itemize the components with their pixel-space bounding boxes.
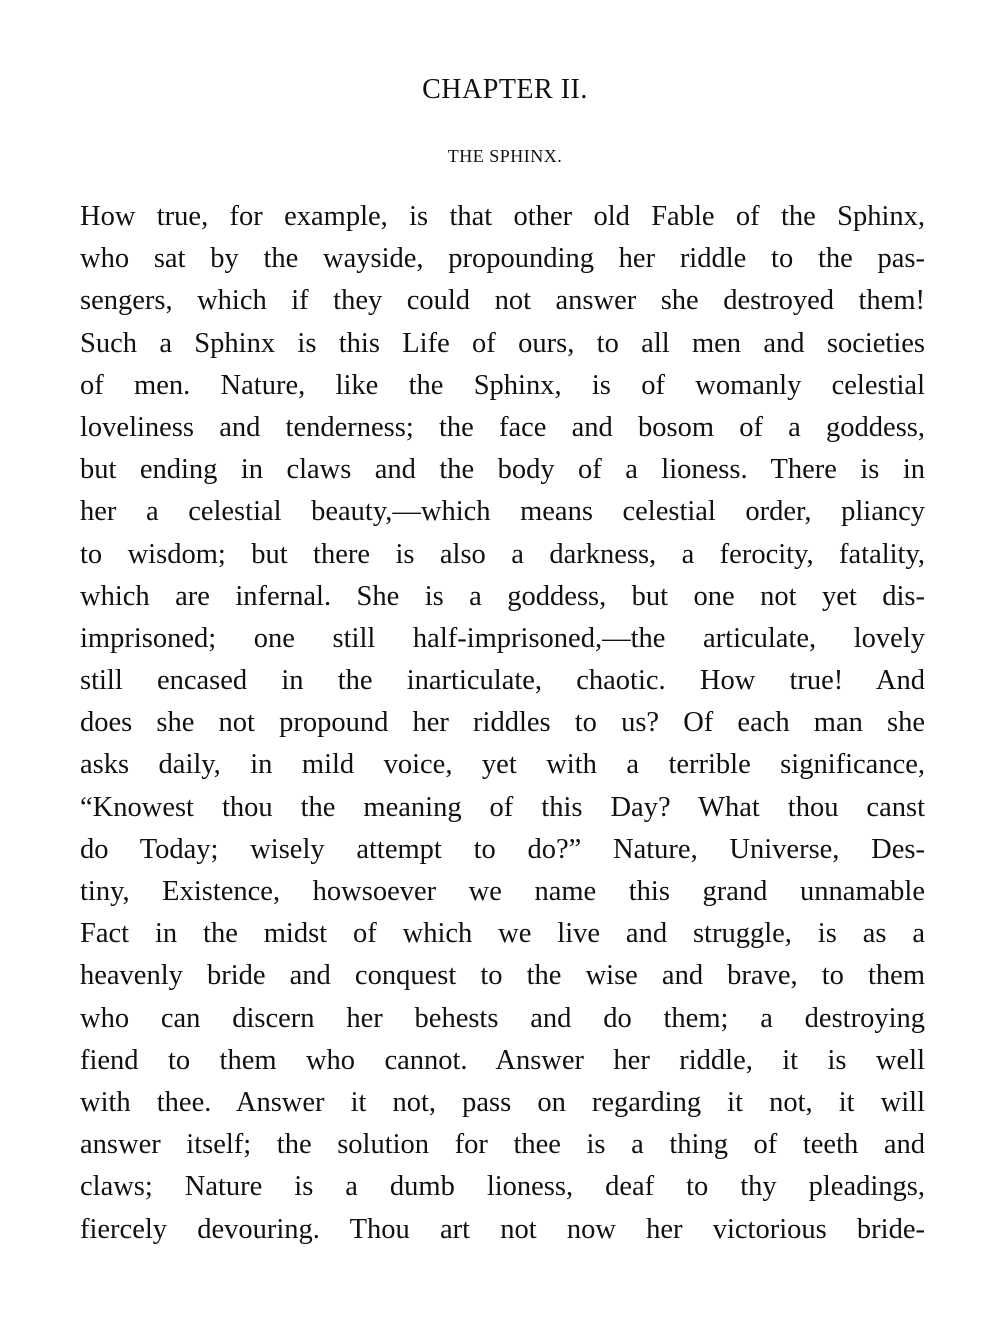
- text-line: fiend to them who cannot. Answer her riddle, it is well: [80, 1044, 925, 1076]
- text-line: loveliness and tenderness; the face and bosom of a goddess,: [80, 411, 925, 443]
- text-line: does she not propound her riddles to us? Of each man she: [80, 707, 925, 739]
- text-line: of men. Nature, like the Sphinx, is of womanly celestial: [80, 369, 925, 401]
- text-line: sengers, which if they could not answer she destroyed them!: [80, 285, 925, 317]
- text-line: claws; Nature is a dumb lioness, deaf to thy pleadings,: [80, 1171, 925, 1203]
- text-line: still encased in the inarticulate, chaotic. How true! And: [80, 665, 925, 697]
- text-line: tiny, Existence, howsoever we name this grand unnamable: [80, 876, 925, 907]
- text-line: to wisdom; but there is also a darkness, a ferocity, fatality,: [80, 538, 925, 570]
- chapter-heading: CHAPTER II.: [422, 74, 588, 105]
- text-line: How true, for example, is that other old Fable of the Sphinx,: [80, 201, 925, 232]
- text-line: who can discern her behests and do them; a destroying: [80, 1002, 925, 1034]
- body-paragraph: [80, 196, 925, 1251]
- text-line: fiercely devouring. Thou art not now her victorious bride-: [80, 1213, 925, 1245]
- text-line: her a celestial beauty,—which means celestial order, pliancy: [80, 496, 925, 528]
- text-line: “Knowest thou the meaning of this Day? What thou canst: [80, 791, 925, 823]
- text-line: answer itself; the solution for thee is a thing of teeth and: [80, 1129, 925, 1161]
- text-line: Such a Sphinx is this Life of ours, to all men and societies: [80, 327, 925, 359]
- text-line: do Today; wisely attempt to do?” Nature, Universe, Des-: [80, 833, 925, 865]
- text-line: asks daily, in mild voice, yet with a terrible significance,: [80, 749, 925, 781]
- text-line: but ending in claws and the body of a lioness. There is in: [80, 454, 925, 486]
- text-line: which are infernal. She is a goddess, but one not yet dis-: [80, 580, 925, 612]
- chapter-subtitle: THE SPHINX.: [447, 146, 563, 166]
- text-line: Fact in the midst of which we live and struggle, is as a: [80, 918, 925, 950]
- text-line: heavenly bride and conquest to the wise and brave, to them: [80, 960, 925, 992]
- text-line: with thee. Answer it not, pass on regarding it not, it will: [80, 1086, 925, 1118]
- text-line: who sat by the wayside, propounding her riddle to the pas-: [80, 243, 925, 275]
- text-line: imprisoned; one still half-imprisoned,—the articulate, lovely: [80, 622, 925, 654]
